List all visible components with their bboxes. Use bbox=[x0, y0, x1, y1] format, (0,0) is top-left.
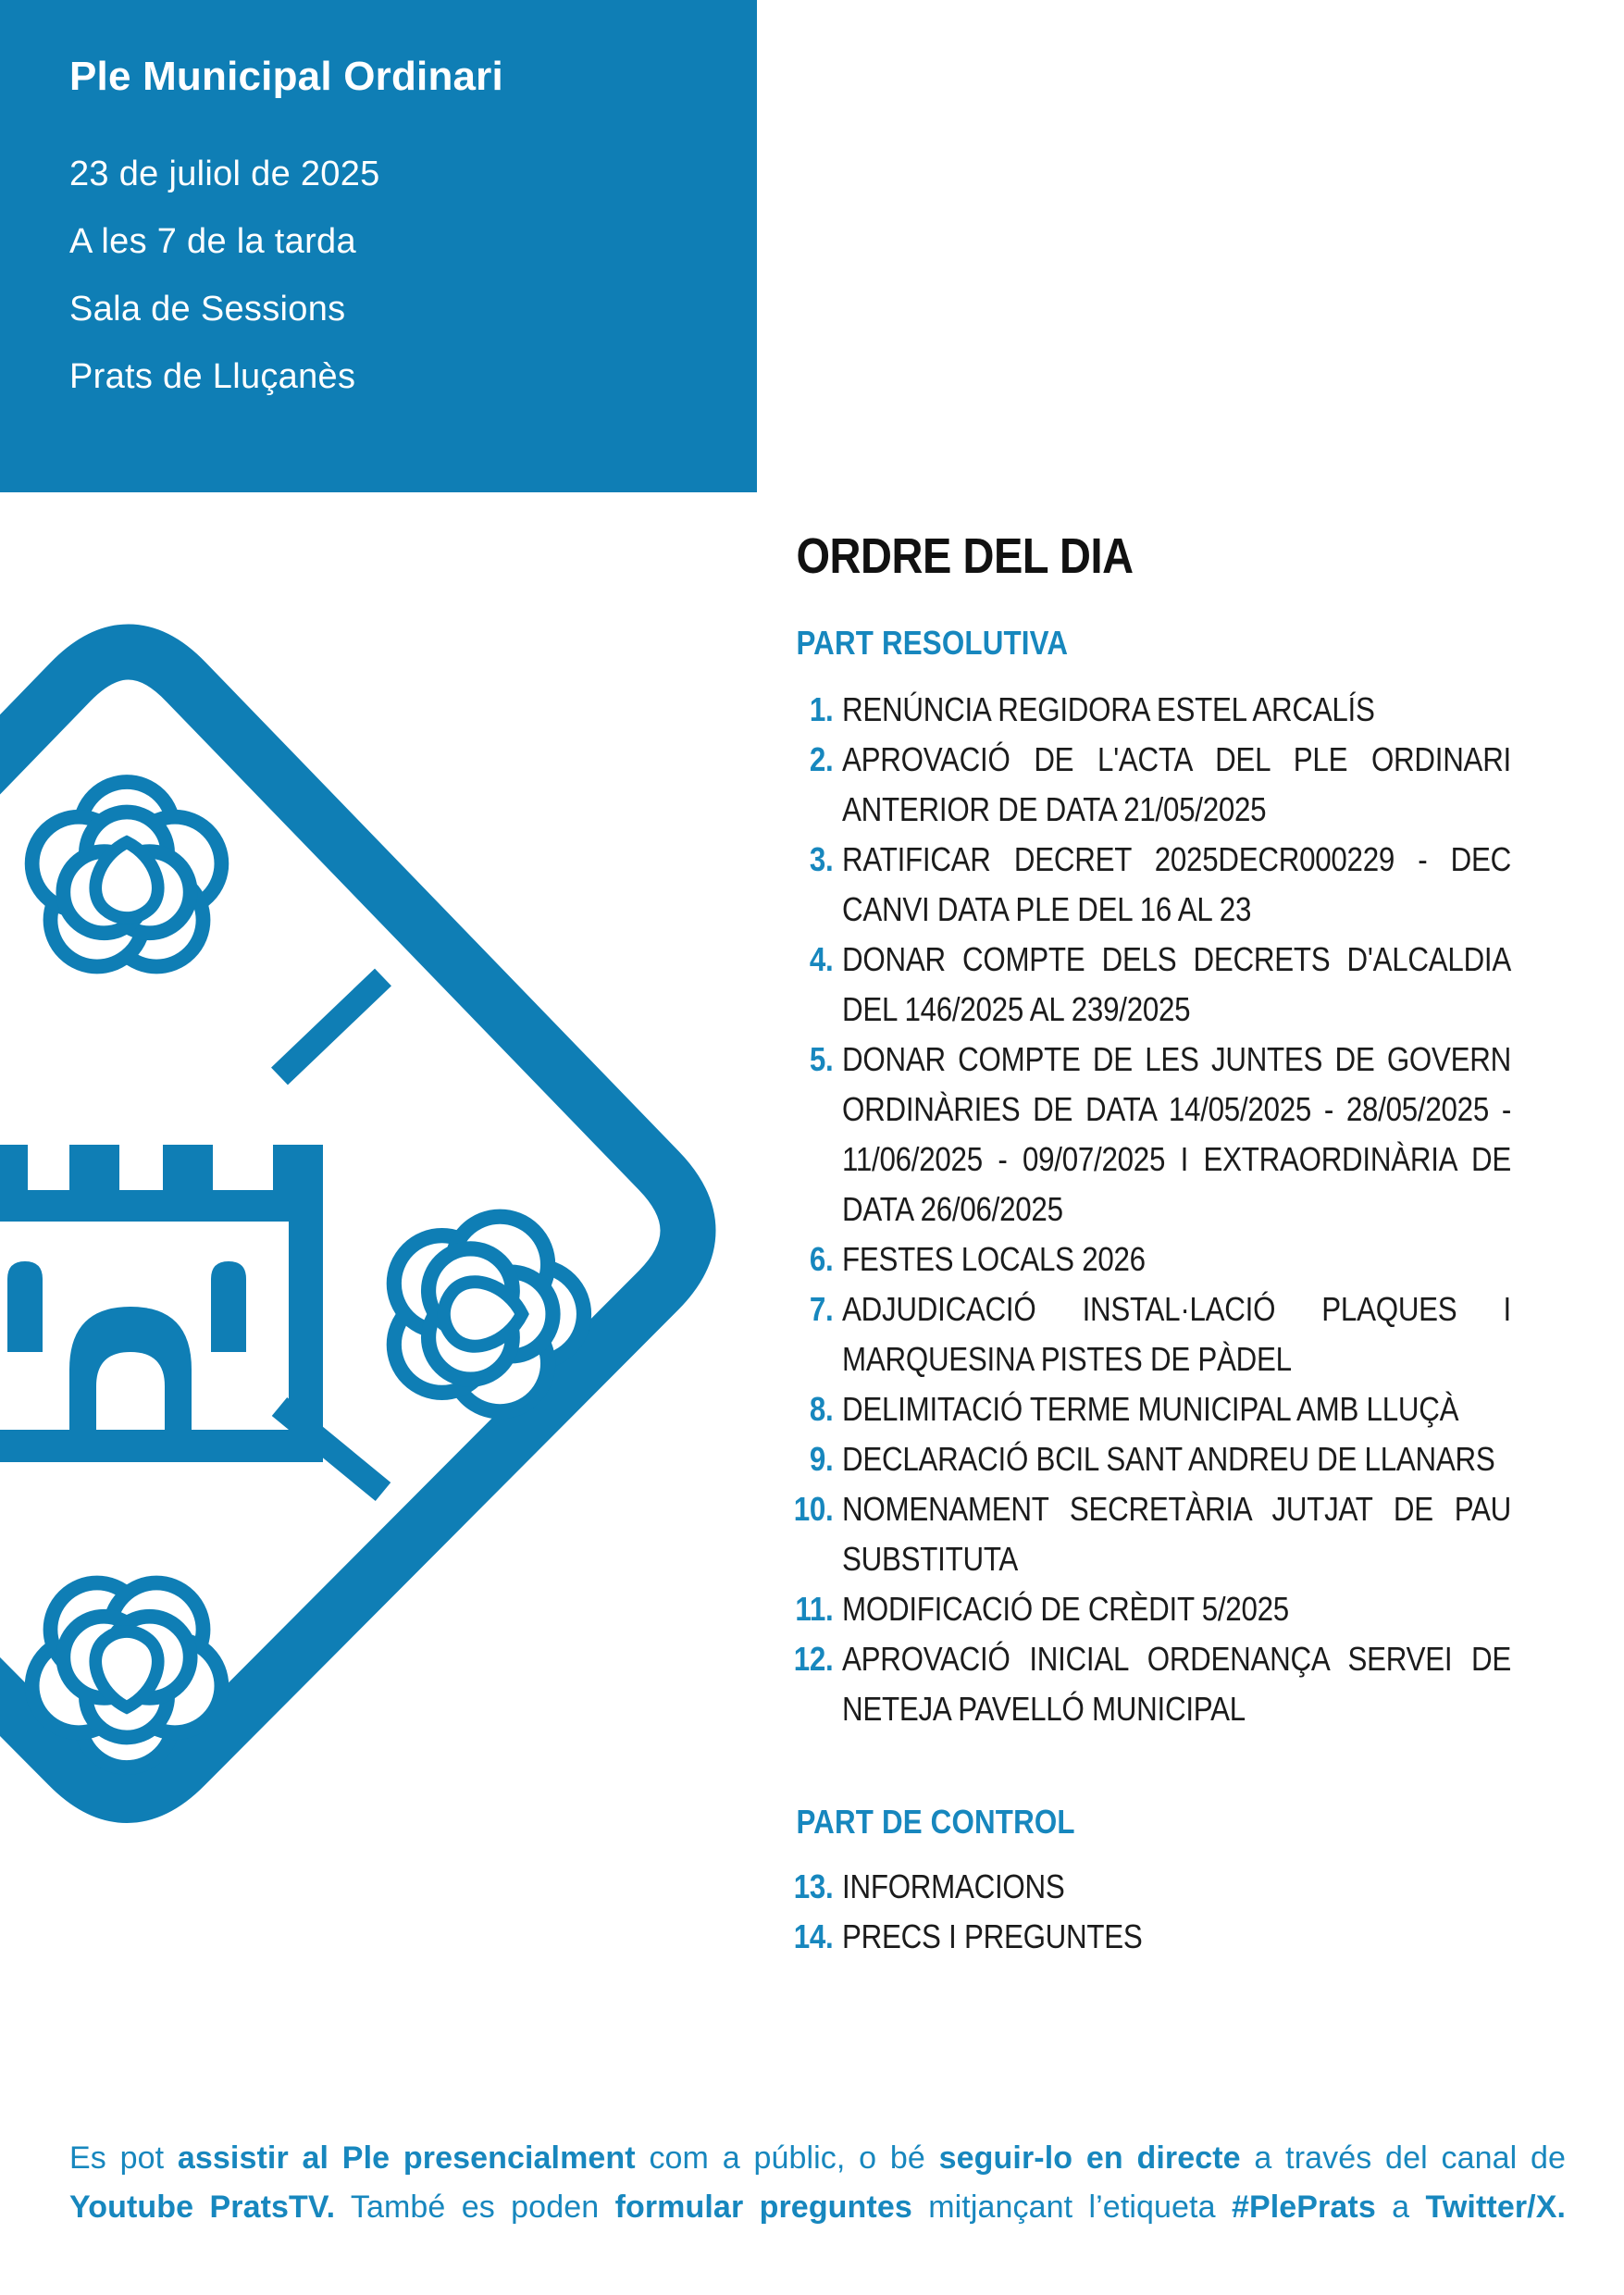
item-number: 9. bbox=[809, 1440, 834, 1478]
footer-text: a bbox=[1375, 2190, 1426, 2225]
item-number: 3. bbox=[809, 840, 834, 878]
agenda-item bbox=[787, 1862, 1511, 1912]
agenda-list-resolutiva bbox=[787, 685, 1511, 1734]
item-text: FESTES LOCALS 2026 bbox=[842, 1240, 1146, 1278]
footer-text: a través del canal de bbox=[1240, 2140, 1566, 2176]
item-text: APROVACIÓ INICIAL ORDENANÇA SERVEI DE NETEJA PAVELLÓ MUNICIPAL bbox=[842, 1640, 1511, 1728]
footer-bold-text: #PlePrats bbox=[1231, 2190, 1376, 2225]
footer-text: També es poden bbox=[335, 2190, 615, 2225]
item-number: 8. bbox=[809, 1390, 834, 1428]
item-text: INFORMACIONS bbox=[842, 1867, 1065, 1905]
item-number: 14. bbox=[793, 1917, 834, 1955]
item-number: 7. bbox=[809, 1290, 834, 1328]
agenda-item bbox=[787, 1434, 1511, 1484]
agenda-title: ORDRE DEL DIA bbox=[796, 528, 1134, 584]
agenda-item bbox=[787, 1484, 1511, 1584]
item-number: 6. bbox=[809, 1240, 834, 1278]
item-text: MODIFICACIÓ DE CRÈDIT 5/2025 bbox=[842, 1590, 1289, 1628]
session-date: 23 de juliol de 2025 bbox=[69, 155, 380, 193]
agenda-item bbox=[787, 685, 1511, 735]
agenda-item bbox=[787, 1634, 1511, 1734]
item-text: RENÚNCIA REGIDORA ESTEL ARCALÍS bbox=[842, 690, 1375, 728]
item-number: 12. bbox=[793, 1640, 834, 1678]
agenda-list-control bbox=[787, 1862, 1511, 1962]
partition-line-upper-icon bbox=[279, 977, 383, 1076]
item-text: DELIMITACIÓ TERME MUNICIPAL AMB LLUÇÀ bbox=[842, 1390, 1459, 1428]
agenda-item bbox=[787, 1284, 1511, 1384]
agenda-item bbox=[787, 1584, 1511, 1634]
item-number: 5. bbox=[809, 1040, 834, 1078]
item-text: APROVACIÓ DE L'ACTA DEL PLE ORDINARI ANTERIOR DE DATA 21/05/2025 bbox=[842, 740, 1511, 828]
session-time: A les 7 de la tarda bbox=[69, 222, 356, 261]
item-text: PRECS I PREGUNTES bbox=[842, 1917, 1143, 1955]
agenda-item bbox=[787, 735, 1511, 835]
agenda-item bbox=[787, 935, 1511, 1035]
section-label-resolutiva: PART RESOLUTIVA bbox=[796, 624, 1069, 662]
agenda-item bbox=[787, 1912, 1511, 1962]
item-number: 1. bbox=[809, 690, 834, 728]
agenda-item bbox=[787, 1384, 1511, 1434]
rose-icon bbox=[32, 782, 222, 967]
footer-bold-text: seguir-lo en directe bbox=[938, 2140, 1241, 2176]
item-number: 13. bbox=[793, 1867, 834, 1905]
page-title: Ple Municipal Ordinari bbox=[69, 54, 503, 99]
item-text: ADJUDICACIÓ INSTAL·LACIÓ PLAQUES I MARQUESINA PISTES DE PÀDEL bbox=[842, 1290, 1511, 1378]
item-text: DECLARACIÓ BCIL SANT ANDREU DE LLANARS bbox=[842, 1440, 1495, 1478]
agenda-item bbox=[787, 835, 1511, 935]
item-number: 11. bbox=[795, 1590, 834, 1628]
item-text: DONAR COMPTE DE LES JUNTES DE GOVERN ORDINÀRIES DE DATA 14/05/2025 - 28/05/2025 - 11/06/2025 - 09/07/2025 I EXTRAORDINÀRIA DE DATA 26/06/2025 bbox=[842, 1040, 1511, 1228]
item-number: 2. bbox=[809, 740, 834, 778]
footer-bold-text: Twitter/X. bbox=[1425, 2190, 1567, 2225]
agenda-item bbox=[787, 1035, 1511, 1234]
agenda-item bbox=[787, 1234, 1511, 1284]
footer-bold-text: Youtube PratsTV. bbox=[69, 2190, 336, 2225]
attendance-note bbox=[69, 2134, 1566, 2232]
footer-text: Es pot bbox=[69, 2140, 178, 2176]
item-number: 4. bbox=[809, 940, 834, 978]
item-text: NOMENAMENT SECRETÀRIA JUTJAT DE PAU SUBSTITUTA bbox=[842, 1490, 1511, 1578]
item-text: DONAR COMPTE DELS DECRETS D'ALCALDIA DEL 146/2025 AL 239/2025 bbox=[842, 940, 1511, 1028]
session-place: Sala de Sessions bbox=[69, 290, 346, 329]
footer-text: com a públic, o bé bbox=[635, 2140, 939, 2176]
header-block bbox=[0, 0, 757, 492]
item-text: RATIFICAR DECRET 2025DECR000229 - DEC CANVI DATA PLE DEL 16 AL 23 bbox=[842, 840, 1511, 928]
item-number: 10. bbox=[793, 1490, 834, 1528]
footer-text: mitjançant l’etiqueta bbox=[911, 2190, 1232, 2225]
footer-bold-text: assistir al Ple presencialment bbox=[177, 2140, 636, 2176]
footer-bold-text: formular preguntes bbox=[614, 2190, 912, 2225]
section-label-control: PART DE CONTROL bbox=[796, 1803, 1075, 1841]
session-town: Prats de Lluçanès bbox=[69, 357, 356, 396]
